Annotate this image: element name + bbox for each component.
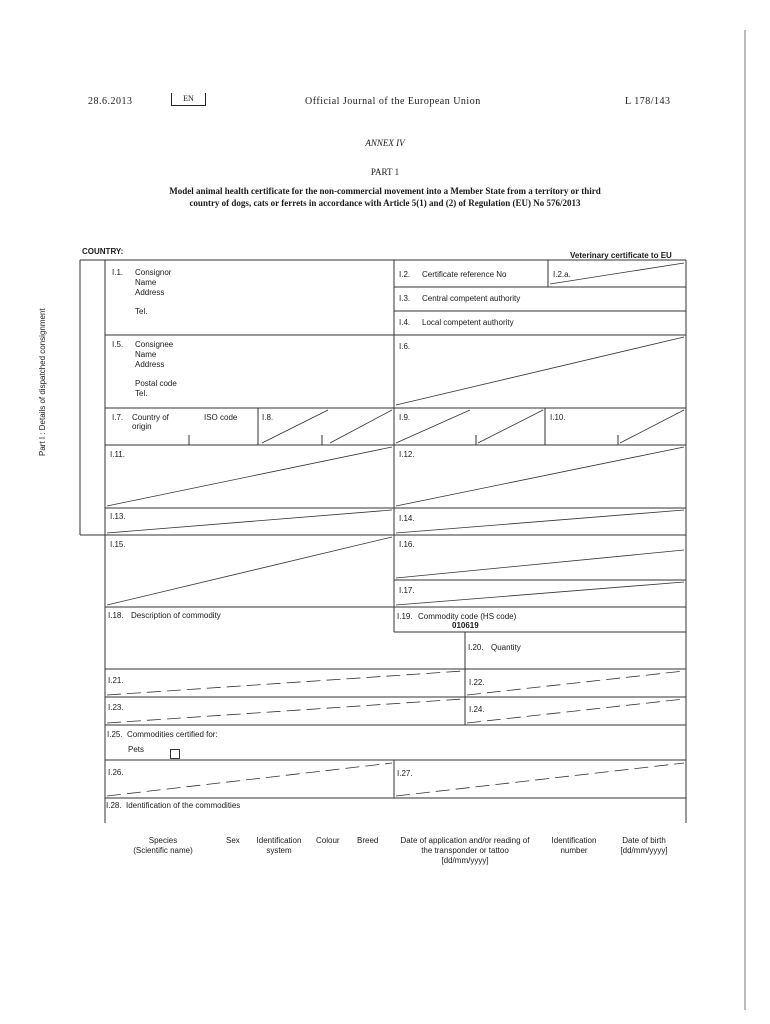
column-sex: Sex [226, 836, 240, 845]
field-i5-address: Address [135, 360, 165, 369]
certificate-title-line2: country of dogs, cats or ferrets in accordance with Article 5(1) and (2) of Regulation (EU) No 576/2013 [189, 198, 581, 208]
field-i26-number: I.26. [108, 768, 124, 777]
field-i2-label: Certificate reference No [422, 270, 507, 279]
field-i1-address: Address [135, 288, 165, 297]
column-colour: Colour [316, 836, 340, 845]
field-i24-number: I.24. [469, 705, 485, 714]
field-i19-label: Commodity code (HS code) [418, 612, 517, 621]
column-breed: Breed [357, 836, 379, 845]
field-i15-number: I.15. [110, 540, 126, 549]
field-i16-number: I.16. [399, 540, 415, 549]
field-i2-number: I.2. [399, 270, 411, 279]
field-i22-number: I.22. [469, 678, 485, 687]
field-i1-number: I.1. [112, 268, 124, 277]
field-i18-label: Description of commodity [131, 611, 221, 620]
column-identification-number-2: number [560, 846, 588, 855]
annex-title: ANNEX IV [365, 138, 405, 148]
header-date: 28.6.2013 [88, 96, 133, 107]
field-i10-number: I.10. [550, 413, 566, 422]
column-species: Species [148, 836, 178, 845]
field-i7-origin: origin [132, 422, 152, 431]
field-i3-number: I.3. [399, 294, 411, 303]
field-i7-number: I.7. [112, 413, 124, 422]
field-i5-number: I.5. [112, 340, 124, 349]
part-title: PART 1 [370, 167, 400, 177]
field-i11-number: I.11. [110, 450, 125, 459]
field-i25-pets-label: Pets [128, 745, 145, 754]
field-i3-label: Central competent authority [422, 294, 521, 303]
field-i5-consignee: Consignee [135, 340, 174, 349]
side-label: Part I : Details of dispatched consignment [38, 308, 47, 456]
field-i17-number: I.17. [399, 586, 415, 595]
field-i1-name: Name [135, 278, 157, 287]
field-i8-number: I.8. [262, 413, 274, 422]
field-i25-label: Commodities certified for: [127, 730, 218, 739]
field-i28-label: Identification of the commodities [126, 801, 241, 810]
field-i19-number: I.19. [397, 612, 413, 621]
column-species-scientific: (Scientific name) [133, 846, 193, 855]
field-i21-number: I.21. [108, 676, 124, 685]
field-i28-number: I.28. [106, 801, 122, 810]
country-label: COUNTRY: [82, 247, 124, 256]
field-i2a-number: I.2.a. [553, 270, 571, 279]
field-i13-number: I.13. [110, 512, 126, 521]
field-i7-country-of: Country of [132, 413, 169, 422]
field-i14-number: I.14. [399, 514, 415, 523]
field-i25-number: I.25. [107, 730, 123, 739]
field-i1-consignor: Consignor [135, 268, 172, 277]
pets-checkbox[interactable] [170, 745, 180, 763]
field-i6-number: I.6. [399, 342, 411, 351]
field-i4-label: Local competent authority [422, 318, 514, 327]
field-i4-number: I.4. [399, 318, 411, 327]
page-reference: L 178/143 [625, 96, 671, 107]
column-date-of-birth-2: [dd/mm/yyyy] [620, 846, 668, 855]
field-i9-number: I.9. [399, 413, 411, 422]
field-i19-code: 010619 [452, 621, 479, 630]
field-i7-iso-code: ISO code [204, 413, 238, 422]
field-i20-label: Quantity [491, 643, 521, 652]
column-identification-system: Identification [256, 836, 302, 845]
field-i20-number: I.20. [468, 643, 484, 652]
certificate-title-line1: Model animal health certificate for the non-commercial movement into a Member State from a territory or third [169, 186, 601, 196]
language-badge: EN [171, 93, 206, 106]
field-i23-number: I.23. [108, 703, 124, 712]
column-date-application: Date of application and/or reading of [400, 836, 530, 845]
field-i27-number: I.27. [397, 769, 413, 778]
field-i5-tel: Tel. [135, 389, 148, 398]
field-i5-postal-code: Postal code [135, 379, 177, 388]
field-i5-name: Name [135, 350, 157, 359]
column-identification-number: Identification [551, 836, 597, 845]
column-date-of-birth: Date of birth [622, 836, 666, 845]
field-i1-tel: Tel. [135, 307, 148, 316]
column-identification-system-2: system [266, 846, 292, 855]
journal-title: Official Journal of the European Union [305, 96, 481, 107]
column-date-application-2: the transponder or tattoo [421, 846, 509, 855]
vet-certificate-label: Veterinary certificate to EU [570, 251, 672, 260]
field-i18-number: I.18. [108, 611, 124, 620]
field-i12-number: I.12. [399, 450, 415, 459]
column-date-application-3: [dd/mm/yyyy] [441, 856, 489, 865]
